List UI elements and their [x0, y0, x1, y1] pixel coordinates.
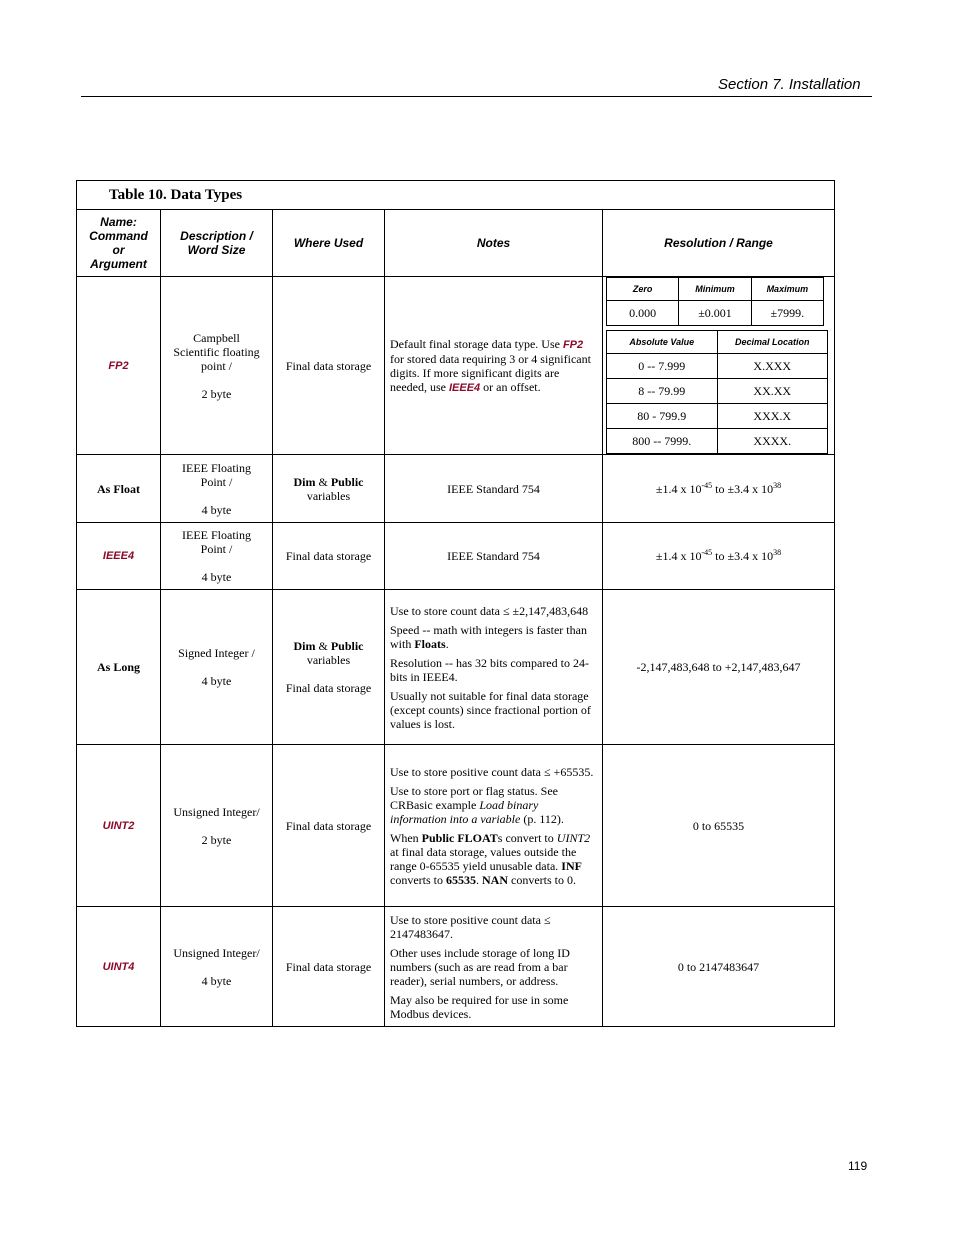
range-maximum-value: ±7999. — [751, 301, 823, 326]
row-notes: Use to store positive count data ≤ 2147483647. Other uses include storage of long ID numbers (such as are read from a bar reader), serial numbers, or address. May also be required for use in some Modbus devices. — [385, 907, 603, 1027]
table-row-uint2 — [77, 745, 835, 907]
fp2-range-table — [606, 277, 824, 326]
range-minimum-value: ±0.001 — [679, 301, 751, 326]
row-description: Unsigned Integer/ 4 byte — [161, 907, 273, 1027]
row-name: FP2 — [77, 277, 161, 455]
row-description: IEEE Floating Point / 4 byte — [161, 455, 273, 523]
row-name: IEEE4 — [77, 523, 161, 590]
row-notes: IEEE Standard 754 — [385, 523, 603, 590]
row-where-used: Final data storage — [273, 523, 385, 590]
decimal-row: 800 -- 7999. XXXX. — [607, 429, 828, 454]
data-types-table — [76, 180, 835, 1027]
row-notes: Default final storage data type. Use FP2 for stored data requiring 3 or 4 significant digits. If more significant digits are needed, use IEEE4 or an offset. — [385, 277, 603, 455]
page-number: 119 — [848, 1159, 868, 1173]
col-header-notes: Notes — [385, 210, 603, 277]
row-notes: Use to store count data ≤ ±2,147,483,648 Speed -- math with integers is faster than with Floats. Resolution -- has 32 bits compared to 24-bits in IEEE4. Usually not suitable for final data storage (except counts) since fractional portion of values is lost. — [385, 590, 603, 745]
row-name: UINT2 — [77, 745, 161, 907]
row-resolution: -2,147,483,648 to +2,147,483,647 — [603, 590, 835, 745]
row-description: Unsigned Integer/ 2 byte — [161, 745, 273, 907]
range-header-maximum: Maximum — [751, 278, 823, 301]
header-rule — [81, 96, 872, 97]
row-where-used: Final data storage — [273, 745, 385, 907]
row-description: IEEE Floating Point / 4 byte — [161, 523, 273, 590]
table-row-as-float — [77, 455, 835, 523]
row-resolution — [603, 277, 835, 455]
range-zero-value: 0.000 — [607, 301, 679, 326]
table-row-uint4 — [77, 907, 835, 1027]
decimal-header-location: Decimal Location — [717, 331, 828, 354]
row-name: UINT4 — [77, 907, 161, 1027]
row-notes: IEEE Standard 754 — [385, 455, 603, 523]
row-name: As Long — [77, 590, 161, 745]
row-resolution: ±1.4 x $10^{-45}$ to ±3.4 x $10^{38}$ — [603, 523, 835, 590]
decimal-row: 80 - 799.9 XXX.X — [607, 404, 828, 429]
section-header: Section 7. Installation — [718, 76, 861, 93]
row-notes: Use to store positive count data ≤ +65535. Use to store port or flag status. See CRBasic example Load binary information into a variable (p. 112). When Public FLOATs convert to UINT2 at final data storage, values outside the range 0-65535 yield unusable data. INF converts to 65535. NAN converts to 0. — [385, 745, 603, 907]
range-header-minimum: Minimum — [679, 278, 751, 301]
col-header-name: Name: Command or Argument — [77, 210, 161, 277]
col-header-where-used: Where Used — [273, 210, 385, 277]
col-header-resolution: Resolution / Range — [603, 210, 835, 277]
row-where-used: Dim & Public variables — [273, 455, 385, 523]
row-description: Signed Integer / 4 byte — [161, 590, 273, 745]
decimal-header-absolute: Absolute Value — [607, 331, 718, 354]
row-where-used: Final data storage — [273, 907, 385, 1027]
row-resolution: 0 to 65535 — [603, 745, 835, 907]
table-row-as-long — [77, 590, 835, 745]
col-header-description: Description / Word Size — [161, 210, 273, 277]
decimal-row: 0 -- 7.999 X.XXX — [607, 354, 828, 379]
row-where-used: Dim & Public variables Final data storage — [273, 590, 385, 745]
table-caption: Table 10. Data Types — [77, 181, 835, 210]
fp2-decimal-table — [606, 330, 828, 454]
table-row-fp2 — [77, 277, 835, 455]
table-row-ieee4 — [77, 523, 835, 590]
row-where-used: Final data storage — [273, 277, 385, 455]
row-resolution: 0 to 2147483647 — [603, 907, 835, 1027]
range-header-zero: Zero — [607, 278, 679, 301]
row-description: Campbell Scientific floating point / 2 byte — [161, 277, 273, 455]
row-resolution: ±1.4 x $10^{-45}$ to ±3.4 x $10^{38}$ — [603, 455, 835, 523]
decimal-row: 8 -- 79.99 XX.XX — [607, 379, 828, 404]
row-name: As Float — [77, 455, 161, 523]
